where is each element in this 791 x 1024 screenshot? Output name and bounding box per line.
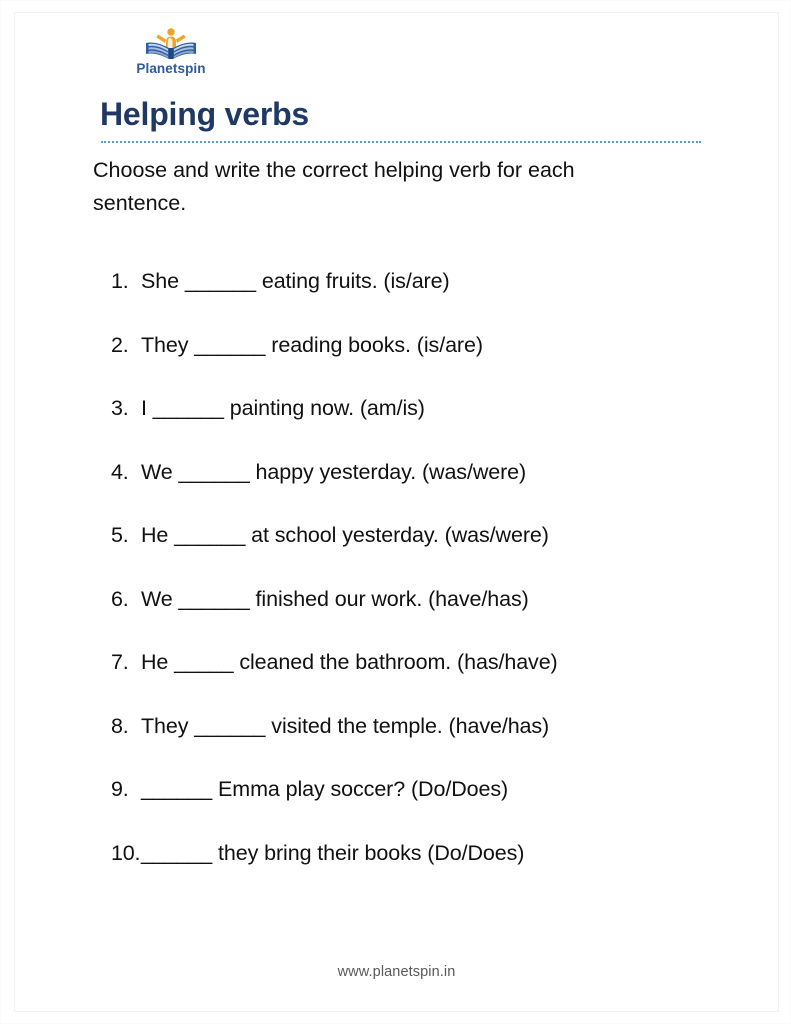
question-number: 7.: [111, 650, 129, 674]
question-number: 3.: [111, 396, 129, 420]
question-number: 1.: [111, 269, 129, 293]
question-text: ______ they bring their books (Do/Does): [141, 840, 525, 865]
question-number: 5.: [111, 523, 129, 547]
question-text: We ______ happy yesterday. (was/were): [141, 459, 527, 484]
page-title: Helping verbs: [100, 96, 310, 132]
brand-name: Planetspin: [136, 61, 206, 76]
question-text: We ______ finished our work. (have/has): [141, 586, 529, 611]
question-number: 6.: [111, 586, 129, 611]
question-number: 10.: [111, 840, 141, 865]
question-text: He _____ cleaned the bathroom. (has/have): [141, 650, 558, 674]
title-divider: [101, 141, 701, 143]
question-item-5: [111, 523, 731, 587]
question-item-2: [111, 333, 731, 397]
question-item-4: [111, 460, 731, 524]
question-item-6: [111, 587, 731, 651]
question-text: She ______ eating fruits. (is/are): [141, 269, 450, 293]
question-text: I ______ painting now. (am/is): [141, 396, 425, 420]
question-item-1: [111, 269, 731, 333]
question-number: 8.: [111, 713, 129, 738]
question-item-8: [111, 714, 731, 778]
instructions-text: Choose and write the correct helping verb for each sentence.: [93, 158, 575, 216]
question-item-7: [111, 650, 731, 714]
question-number: 9.: [111, 777, 129, 801]
question-text: He ______ at school yesterday. (was/were): [141, 523, 549, 547]
question-number: 4.: [111, 459, 129, 484]
footer-website: www.planetspin.in: [337, 964, 456, 980]
question-text: ______ Emma play soccer? (Do/Does): [141, 777, 509, 801]
question-list: [111, 269, 731, 904]
question-item-3: [111, 396, 731, 460]
question-text: They ______ reading books. (is/are): [141, 332, 483, 357]
question-item-9: [111, 777, 731, 841]
question-number: 2.: [111, 332, 129, 357]
question-item-10: [111, 841, 731, 905]
brand-logo: [101, 27, 241, 77]
open-book-with-person-icon: [144, 27, 198, 61]
question-text: They ______ visited the temple. (have/has): [141, 713, 550, 738]
